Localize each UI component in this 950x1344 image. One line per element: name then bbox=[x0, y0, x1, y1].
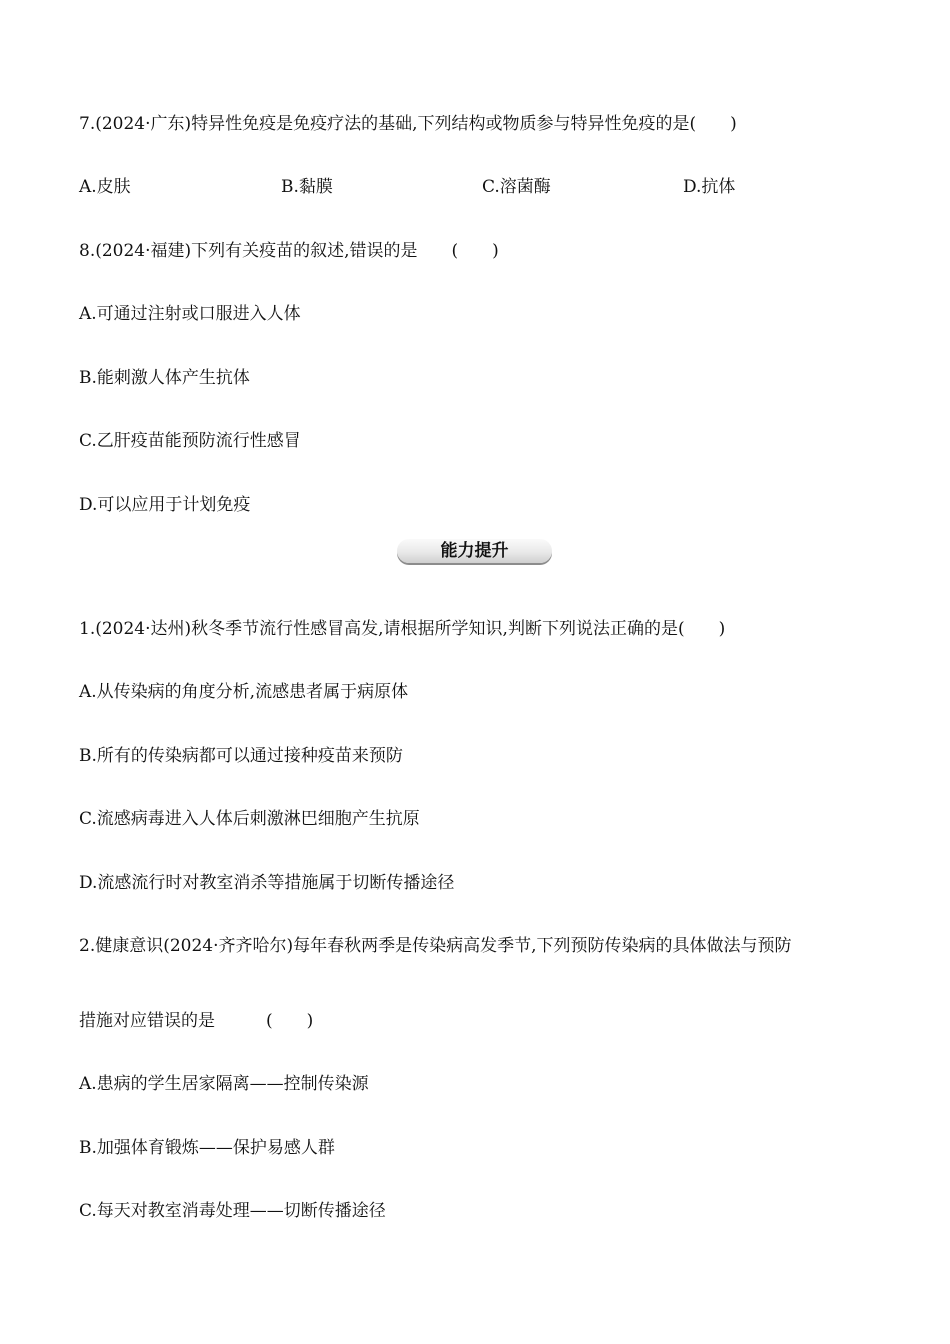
p2-q2-option-a: A.患病的学生居家隔离——控制传染源 bbox=[79, 1074, 369, 1094]
q7-stem: 7.(2024·广东)特异性免疫是免疫疗法的基础,下列结构或物质参与特异性免疫的是( ) bbox=[79, 114, 737, 134]
p2-q2-option-b: B.加强体育锻炼——保护易感人群 bbox=[79, 1138, 335, 1158]
q8-option-a: A.可通过注射或口服进入人体 bbox=[79, 304, 301, 324]
p2-q2-option-c: C.每天对教室消毒处理——切断传播途径 bbox=[79, 1201, 386, 1221]
p2-q2-stem-line2: 措施对应错误的是 ( ) bbox=[79, 1011, 314, 1031]
q8-option-c: C.乙肝疫苗能预防流行性感冒 bbox=[79, 431, 301, 451]
q7-option-b: B.黏膜 bbox=[281, 177, 333, 197]
p2-q1-stem: 1.(2024·达州)秋冬季节流行性感冒高发,请根据所学知识,判断下列说法正确的是( ) bbox=[79, 619, 726, 639]
q7-option-a: A.皮肤 bbox=[79, 177, 131, 197]
q7-option-c: C.溶菌酶 bbox=[482, 177, 551, 197]
q8-option-d: D.可以应用于计划免疫 bbox=[79, 495, 251, 515]
p2-q1-option-a: A.从传染病的角度分析,流感患者属于病原体 bbox=[79, 682, 409, 702]
q7-option-d: D.抗体 bbox=[683, 177, 736, 197]
section-banner bbox=[397, 539, 552, 566]
q8-stem: 8.(2024·福建)下列有关疫苗的叙述,错误的是 ( ) bbox=[79, 241, 499, 261]
section-title: 能力提升 bbox=[440, 541, 509, 561]
p2-q1-option-b: B.所有的传染病都可以通过接种疫苗来预防 bbox=[79, 746, 403, 766]
p2-q2-stem-line1: 2.健康意识(2024·齐齐哈尔)每年春秋两季是传染病高发季节,下列预防传染病的具体做法与预防 bbox=[79, 936, 792, 956]
p2-q1-option-d: D.流感流行时对教室消杀等措施属于切断传播途径 bbox=[79, 873, 455, 893]
p2-q1-option-c: C.流感病毒进入人体后刺激淋巴细胞产生抗原 bbox=[79, 809, 420, 829]
q8-option-b: B.能刺激人体产生抗体 bbox=[79, 368, 250, 388]
